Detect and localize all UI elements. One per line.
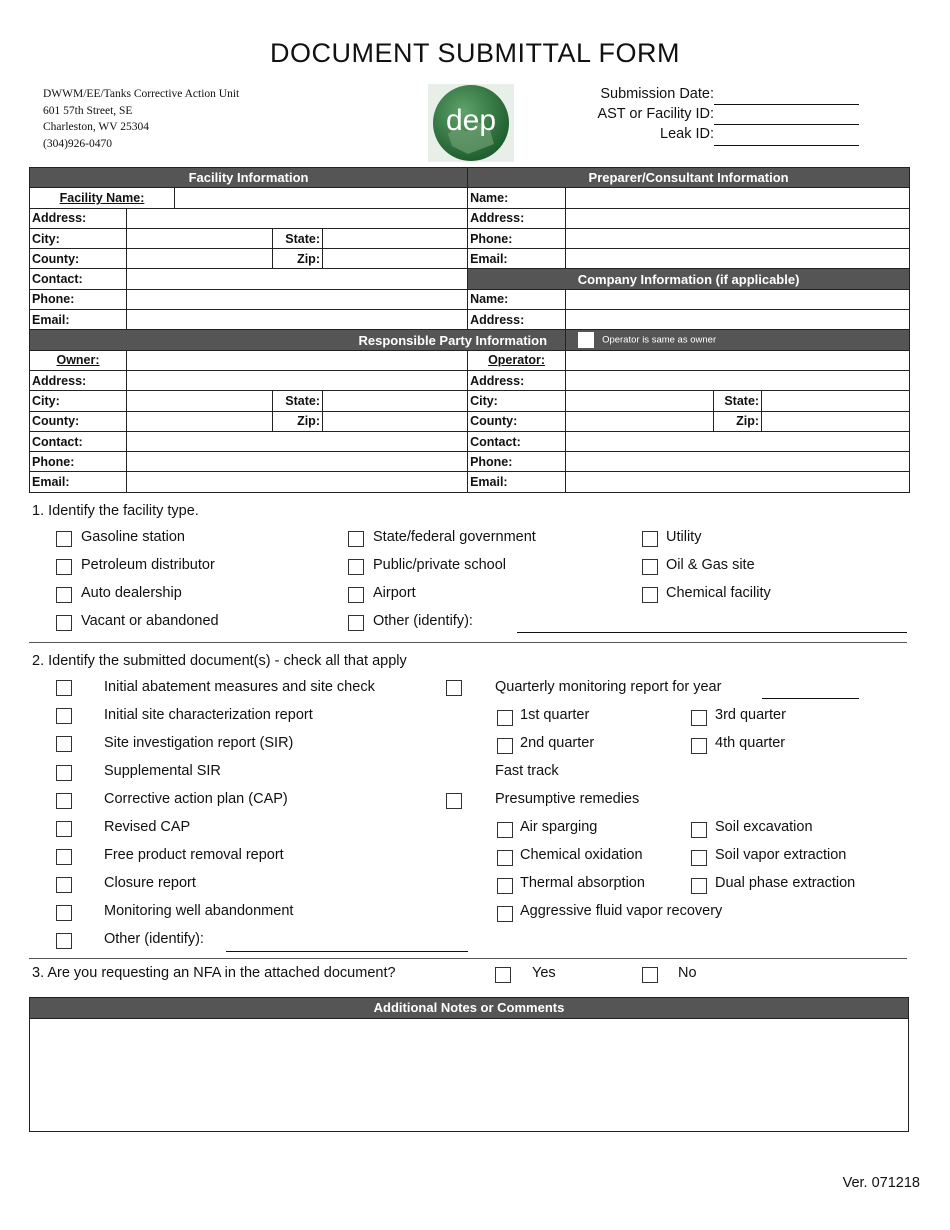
preparer-phone-label: Phone: (468, 228, 566, 248)
closure-report-label: Closure report (104, 875, 196, 891)
sir-checkbox[interactable] (56, 736, 72, 752)
facility-city-field[interactable] (127, 228, 273, 248)
facility-other-field[interactable] (517, 632, 907, 633)
preparer-email-label: Email: (468, 249, 566, 269)
facility-zip-label: Zip: (273, 249, 323, 269)
government-label: State/federal government (373, 529, 536, 545)
owner-state-field[interactable] (323, 391, 468, 411)
operator-phone-field[interactable] (566, 452, 910, 472)
owner-contact-field[interactable] (127, 431, 468, 451)
owner-label: Owner: (30, 350, 127, 370)
q1-question: 1. Identify the facility type. (32, 503, 199, 519)
fast-track-label: Fast track (495, 763, 559, 779)
preparer-email-field[interactable] (566, 249, 910, 269)
nfa-yes-label: Yes (532, 965, 556, 981)
owner-address-label: Address: (30, 370, 127, 390)
facility-other-checkbox[interactable] (348, 615, 364, 631)
owner-phone-field[interactable] (127, 452, 468, 472)
cap-label: Corrective action plan (CAP) (104, 791, 288, 807)
operator-state-field[interactable] (762, 391, 910, 411)
q1st-checkbox[interactable] (497, 710, 513, 726)
oil-gas-checkbox[interactable] (642, 559, 658, 575)
presumptive-label: Presumptive remedies (495, 791, 640, 807)
airport-label: Airport (373, 585, 416, 601)
afvr-checkbox[interactable] (497, 906, 513, 922)
operator-same-checkbox[interactable] (578, 332, 594, 348)
company-info-header: Company Information (if applicable) (468, 269, 910, 289)
q2nd-label: 2nd quarter (520, 735, 595, 751)
chemical-oxidation-checkbox[interactable] (497, 850, 513, 866)
cap-checkbox[interactable] (56, 793, 72, 809)
utility-label: Utility (666, 529, 702, 545)
facility-state-label: State: (273, 228, 323, 248)
facility-contact-label: Contact: (30, 269, 127, 289)
submission-fields (597, 84, 714, 144)
utility-checkbox[interactable] (642, 531, 658, 547)
facility-phone-field[interactable] (127, 289, 468, 309)
address-line: 601 57th Street, SE (43, 104, 133, 117)
operator-zip-label: Zip: (714, 411, 762, 431)
operator-contact-field[interactable] (566, 431, 910, 451)
owner-county-label: County: (30, 411, 127, 431)
owner-county-field[interactable] (127, 411, 273, 431)
logo-text: dep (445, 104, 497, 137)
gasoline-station-checkbox[interactable] (56, 531, 72, 547)
leak-id-label: Leak ID: (660, 126, 714, 142)
petroleum-distributor-checkbox[interactable] (56, 559, 72, 575)
page-title: DOCUMENT SUBMITTAL FORM (269, 38, 680, 68)
owner-city-field[interactable] (127, 391, 273, 411)
auto-dealership-checkbox[interactable] (56, 587, 72, 603)
responsible-party-header: Responsible Party Information (30, 330, 566, 350)
preparer-name-field[interactable] (566, 188, 910, 208)
owner-field[interactable] (127, 350, 468, 370)
company-name-field[interactable] (566, 289, 910, 309)
facility-phone-label: Phone: (30, 289, 127, 309)
operator-label: Operator: (468, 350, 566, 370)
dual-phase-label: Dual phase extraction (715, 875, 856, 891)
q3rd-label: 3rd quarter (715, 707, 786, 723)
initial-site-characterization-label: Initial site characterization report (104, 707, 313, 723)
facility-county-field[interactable] (127, 249, 273, 269)
owner-address-field[interactable] (127, 370, 468, 390)
facility-name-field[interactable] (175, 188, 468, 208)
thermal-absorption-checkbox[interactable] (497, 878, 513, 894)
document-other-label: Other (identify): (104, 931, 204, 947)
operator-address-field[interactable] (566, 370, 910, 390)
address-line: (304)926-0470 (43, 137, 112, 150)
document-other-checkbox[interactable] (56, 933, 72, 949)
submission-date-field[interactable] (714, 104, 859, 105)
thermal-absorption-label: Thermal absorption (520, 875, 645, 891)
revised-cap-checkbox[interactable] (56, 821, 72, 837)
operator-county-label: County: (468, 411, 566, 431)
q2-question: 2. Identify the submitted document(s) - check all that apply (32, 653, 407, 669)
facility-state-field[interactable] (323, 228, 468, 248)
agency-address (43, 86, 239, 152)
facility-id-label: AST or Facility ID: (597, 106, 714, 122)
facility-email-field[interactable] (127, 310, 468, 330)
soil-vapor-checkbox[interactable] (691, 850, 707, 866)
company-address-field[interactable] (566, 310, 910, 330)
afvr-label: Aggressive fluid vapor recovery (520, 903, 723, 919)
nfa-no-checkbox[interactable] (642, 967, 658, 983)
operator-email-label: Email: (468, 472, 566, 492)
quarterly-checkbox[interactable] (446, 680, 462, 696)
operator-email-field[interactable] (566, 472, 910, 492)
document-other-field[interactable] (226, 951, 468, 952)
preparer-address-label: Address: (468, 208, 566, 228)
q1st-label: 1st quarter (520, 707, 590, 723)
vacant-checkbox[interactable] (56, 615, 72, 631)
facility-email-label: Email: (30, 310, 127, 330)
soil-excavation-checkbox[interactable] (691, 822, 707, 838)
address-line: DWWM/EE/Tanks Corrective Action Unit (43, 88, 240, 100)
q4th-label: 4th quarter (715, 735, 786, 751)
owner-state-label: State: (273, 391, 323, 411)
soil-excavation-label: Soil excavation (715, 819, 813, 835)
divider (29, 642, 907, 643)
facility-address-field[interactable] (127, 208, 468, 228)
chemical-facility-label: Chemical facility (666, 585, 771, 601)
q3rd-checkbox[interactable] (691, 710, 707, 726)
facility-address-label: Address: (30, 208, 127, 228)
nfa-no-label: No (678, 965, 697, 981)
quarterly-label: Quarterly monitoring report for year (495, 679, 722, 695)
airport-checkbox[interactable] (348, 587, 364, 603)
operator-same-row (566, 330, 910, 350)
petroleum-distributor-label: Petroleum distributor (81, 557, 215, 573)
chemical-facility-checkbox[interactable] (642, 587, 658, 603)
facility-other-label: Other (identify): (373, 613, 473, 629)
chemical-oxidation-label: Chemical oxidation (520, 847, 643, 863)
oil-gas-label: Oil & Gas site (666, 557, 755, 573)
auto-dealership-label: Auto dealership (81, 585, 182, 601)
facility-id-field[interactable] (714, 124, 859, 125)
facility-contact-field[interactable] (127, 269, 468, 289)
initial-site-characterization-checkbox[interactable] (56, 708, 72, 724)
initial-abatement-checkbox[interactable] (56, 680, 72, 696)
gasoline-station-label: Gasoline station (81, 529, 185, 545)
operator-phone-label: Phone: (468, 452, 566, 472)
well-abandonment-checkbox[interactable] (56, 905, 72, 921)
nfa-yes-checkbox[interactable] (495, 967, 511, 983)
operator-same-label: Operator is same as owner (602, 334, 717, 346)
facility-name-label: Facility Name: (30, 188, 175, 208)
leak-id-field[interactable] (714, 145, 859, 146)
operator-city-field[interactable] (566, 391, 714, 411)
notes-header: Additional Notes or Comments (29, 997, 909, 1019)
vacant-label: Vacant or abandoned (81, 613, 219, 629)
operator-state-label: State: (714, 391, 762, 411)
facility-zip-field[interactable] (323, 249, 468, 269)
operator-county-field[interactable] (566, 411, 714, 431)
address-line: Charleston, WV 25304 (43, 121, 149, 133)
soil-vapor-label: Soil vapor extraction (715, 847, 847, 863)
info-table (29, 167, 910, 493)
owner-zip-field[interactable] (323, 411, 468, 431)
operator-city-label: City: (468, 391, 566, 411)
air-sparging-label: Air sparging (520, 819, 598, 835)
q3-question: 3. Are you requesting an NFA in the attached document? (32, 965, 396, 981)
well-abandonment-label: Monitoring well abandonment (104, 903, 294, 919)
operator-field[interactable] (566, 350, 910, 370)
facility-info-header: Facility Information (30, 168, 468, 188)
preparer-address-field[interactable] (566, 208, 910, 228)
government-checkbox[interactable] (348, 531, 364, 547)
preparer-info-header: Preparer/Consultant Information (468, 168, 910, 188)
supplemental-sir-label: Supplemental SIR (104, 763, 221, 779)
version-label: Ver. 071218 (842, 1175, 920, 1191)
dep-logo (428, 84, 514, 162)
facility-county-label: County: (30, 249, 127, 269)
closure-report-checkbox[interactable] (56, 877, 72, 893)
free-product-checkbox[interactable] (56, 849, 72, 865)
owner-zip-label: Zip: (273, 411, 323, 431)
air-sparging-checkbox[interactable] (497, 822, 513, 838)
submission-date-label: Submission Date: (600, 86, 714, 102)
dual-phase-checkbox[interactable] (691, 878, 707, 894)
facility-city-label: City: (30, 228, 127, 248)
quarterly-year-field[interactable] (762, 698, 859, 699)
owner-email-field[interactable] (127, 472, 468, 492)
owner-email-label: Email: (30, 472, 127, 492)
sir-label: Site investigation report (SIR) (104, 735, 294, 751)
operator-zip-field[interactable] (762, 411, 910, 431)
q4th-checkbox[interactable] (691, 738, 707, 754)
operator-contact-label: Contact: (468, 431, 566, 451)
owner-city-label: City: (30, 391, 127, 411)
divider (29, 958, 907, 959)
owner-phone-label: Phone: (30, 452, 127, 472)
revised-cap-label: Revised CAP (104, 819, 191, 835)
school-label: Public/private school (373, 557, 506, 573)
free-product-label: Free product removal report (104, 847, 284, 863)
school-checkbox[interactable] (348, 559, 364, 575)
company-name-label: Name: (468, 289, 566, 309)
company-address-label: Address: (468, 310, 566, 330)
supplemental-sir-checkbox[interactable] (56, 765, 72, 781)
operator-address-label: Address: (468, 370, 566, 390)
preparer-phone-field[interactable] (566, 228, 910, 248)
preparer-name-label: Name: (468, 188, 566, 208)
presumptive-checkbox[interactable] (446, 793, 462, 809)
notes-field[interactable] (29, 1018, 909, 1132)
q2nd-checkbox[interactable] (497, 738, 513, 754)
initial-abatement-label: Initial abatement measures and site check (104, 679, 375, 695)
owner-contact-label: Contact: (30, 431, 127, 451)
